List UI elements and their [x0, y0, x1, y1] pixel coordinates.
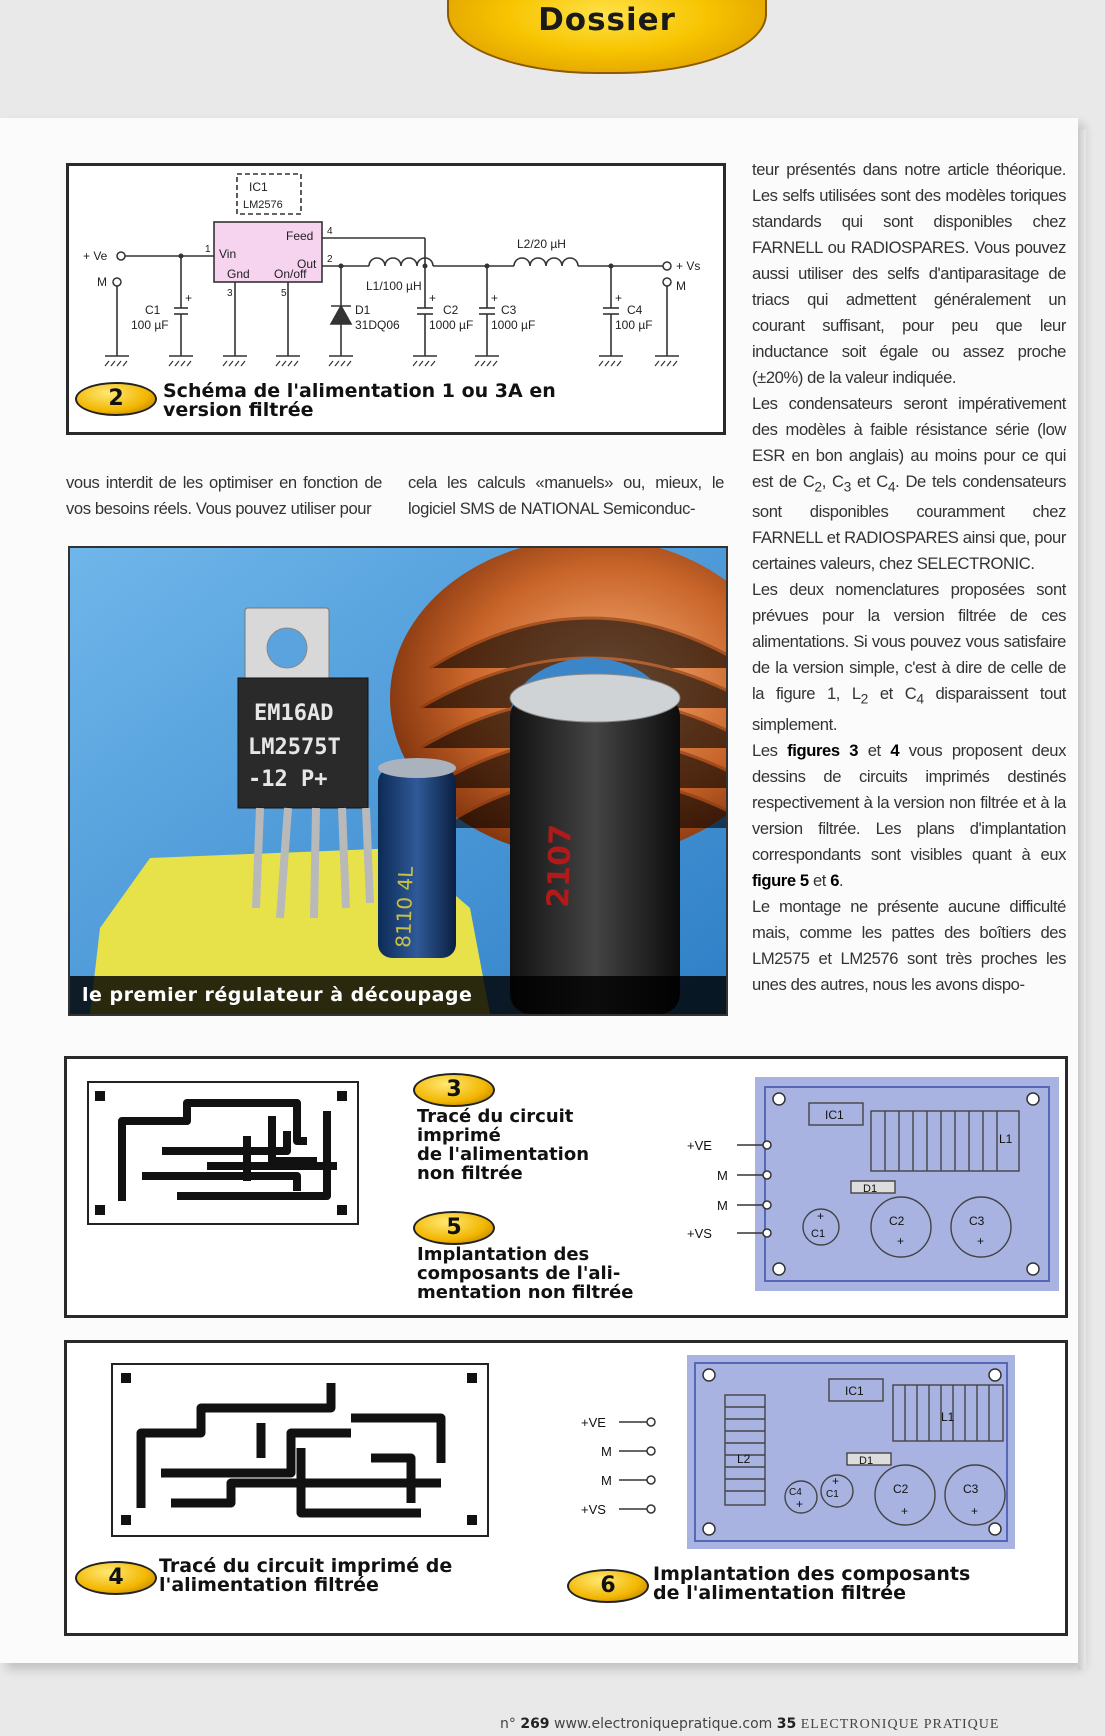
pin5-number: 5 — [281, 288, 287, 299]
c2-polarity: + — [429, 291, 437, 305]
figure5-caption-line1: Implantation des — [417, 1244, 590, 1265]
fig5-ve-label: +VE — [687, 1138, 712, 1153]
chip-marking-line1: EM16AD — [254, 701, 334, 726]
figure4-pcb-trace — [111, 1363, 489, 1537]
fig6-ve-label: +VE — [581, 1415, 606, 1430]
fig5-c3-plus: + — [977, 1234, 985, 1248]
figure3-caption — [417, 1107, 589, 1183]
l2-label: L2/20 µH — [517, 237, 566, 251]
fig6-c3-plus: + — [971, 1504, 979, 1518]
figure6-caption-line2: de l'alimentation filtrée — [653, 1582, 907, 1604]
c3-polarity: + — [491, 291, 499, 305]
figure5-caption — [417, 1245, 633, 1302]
c4-polarity: + — [615, 291, 623, 305]
fig6-c4-label: C4 — [789, 1487, 802, 1498]
figure5-implantation — [681, 1077, 1061, 1291]
right-para-5: Le montage ne présente aucune difficulté mais, comme les pattes des boîtiers des LM2575 et LM2576 sont très proches les unes des autres, nous les avons dispo- — [752, 896, 1066, 994]
fig6-m1-label: M — [601, 1444, 612, 1459]
d1-label: D1 — [355, 303, 371, 317]
fig5-d1-label: D1 — [863, 1183, 878, 1195]
output-plus-label: + Vs — [676, 259, 701, 273]
section-header-tab — [447, 0, 767, 74]
right-para-4: Les figures 3 et 4 vous proposent deux dessins de circuits imprimés destinés respectivement à la version non filtrée et à la version filtrée. Les plans d'implantation correspondants sont visibles quant à eux figure 5 et 6. — [752, 740, 1067, 890]
big-cap-marking: 2107 — [541, 823, 579, 909]
pin-feed-label: Feed — [286, 229, 314, 243]
figure3-5-box — [64, 1056, 1068, 1318]
figure3-caption-line4: non filtrée — [417, 1163, 523, 1184]
left-column-2 — [408, 470, 724, 522]
issue-prefix: n° — [500, 1716, 516, 1732]
figure3-pcb-trace — [87, 1081, 359, 1225]
output-m-label: M — [676, 279, 686, 293]
figure6-caption-line1: Implantation des composants — [653, 1563, 971, 1585]
pin-gnd-label: Gnd — [227, 267, 250, 281]
fig6-c4-plus: + — [796, 1497, 804, 1511]
fig5-c1-plus: + — [817, 1209, 825, 1223]
input-plus-label: + Ve — [83, 249, 108, 263]
regulator-photo-image — [70, 548, 726, 1014]
c2-value: 1000 µF — [429, 318, 474, 332]
fig5-m1-label: M — [717, 1168, 728, 1183]
right-para-3: Les deux nomenclatures proposées sont prévues pour la version filtrée de ces alimentations. Si vous pouvez vous satisfaire de la version simple, c'est à dire de celle de la figure 1, $L_2$ et $C_4$ disparaissent tout simplement. — [752, 580, 1066, 734]
pin-out-label: Out — [297, 257, 317, 271]
c3-label: C3 — [501, 303, 517, 317]
fig5-c2-label: C2 — [889, 1214, 905, 1228]
input-m-label: M — [97, 275, 107, 289]
figure4-badge: 4 — [75, 1561, 157, 1595]
fig6-c3-label: C3 — [963, 1482, 979, 1496]
l1-label: L1/100 µH — [366, 279, 422, 293]
fig6-l1-label: L1 — [941, 1410, 955, 1424]
figure4-6-box — [64, 1340, 1068, 1636]
fig5-vs-label: +VS — [687, 1226, 712, 1241]
figure5-caption-line2: composants de l'ali- — [417, 1263, 621, 1284]
left-column-1-text: vous interdit de les optimiser en fonction de vos besoins réels. Vous pouvez utiliser pour — [66, 473, 382, 518]
pin2-number: 2 — [327, 254, 333, 265]
fig5-m2-label: M — [717, 1198, 728, 1213]
fig6-ic1-label: IC1 — [845, 1384, 864, 1398]
c4-value: 100 µF — [615, 318, 653, 332]
pin1-number: 1 — [205, 244, 211, 255]
regulator-photo — [68, 546, 728, 1016]
figure6-caption — [653, 1565, 970, 1603]
right-column — [752, 157, 1066, 998]
c4-label: C4 — [627, 303, 643, 317]
figure3-caption-line2: imprimé — [417, 1125, 501, 1146]
fig6-d1-label: D1 — [859, 1455, 874, 1467]
website-link[interactable]: www.electroniquepratique.com — [554, 1716, 773, 1732]
pin4-number: 4 — [327, 226, 333, 237]
figure5-caption-line3: mentation non filtrée — [417, 1282, 634, 1303]
figure2-badge: 2 — [75, 382, 157, 416]
c1-value: 100 µF — [131, 318, 169, 332]
figure2-caption — [163, 382, 556, 420]
page-edge-shadow — [1078, 130, 1086, 1670]
fig6-c2-plus: + — [901, 1504, 909, 1518]
magazine-name: ELECTRONIQUE PRATIQUE — [800, 1717, 1000, 1732]
right-para-1: teur présentés dans notre article théorique. Les selfs utilisées sont des modèles toriques standards qui sont disponibles chez FARNELL ou RADIOSPARES. Vous pouvez aussi utiliser des selfs d'antiparasitage de triacs qui admettent généralement un courant suffisant, pour peu que leur inductance soit égale ou assez proche (±20%) de la valeur indiquée. — [752, 160, 1066, 387]
figure4-caption-line1: Tracé du circuit imprimé de — [159, 1555, 453, 1577]
small-cap-marking: 8110 4L — [391, 866, 418, 949]
fig5-ic1-label: IC1 — [825, 1108, 844, 1122]
chip-marking-line3: -12 P+ — [248, 767, 328, 792]
fig5-l1-label: L1 — [999, 1132, 1013, 1146]
photo-caption: le premier régulateur à découpage — [70, 976, 726, 1014]
figure3-badge: 3 — [413, 1073, 495, 1107]
pin-vin-label: Vin — [219, 247, 237, 261]
figure4-caption — [159, 1557, 452, 1595]
figure6-badge: 6 — [567, 1569, 649, 1603]
fig6-c1-plus: + — [832, 1474, 840, 1488]
figure2-caption-line2: version filtrée — [163, 399, 314, 421]
fig6-l2-label: L2 — [737, 1452, 751, 1466]
figure6-implantation — [575, 1355, 1015, 1549]
section-title: Dossier — [538, 2, 676, 38]
left-column-1 — [66, 470, 382, 522]
fig6-vs-label: +VS — [581, 1502, 606, 1517]
figure3-caption-line1: Tracé du circuit — [417, 1106, 574, 1127]
fig5-c2-plus: + — [897, 1234, 905, 1248]
ic1-part-label: LM2576 — [243, 199, 283, 211]
fig5-c1-label: C1 — [811, 1228, 826, 1240]
fig6-m2-label: M — [601, 1473, 612, 1488]
fig6-c2-label: C2 — [893, 1482, 909, 1496]
page-footer — [500, 1716, 999, 1733]
figure5-badge: 5 — [413, 1211, 495, 1245]
fig6-c1-label: C1 — [826, 1489, 839, 1500]
c3-value: 1000 µF — [491, 318, 536, 332]
d1-value: 31DQ06 — [355, 318, 400, 332]
figure2-box — [66, 163, 726, 435]
right-para-2: Les condensateurs seront impérativement des modèles à faible résistance série (low ESR en bon anglais) au moins pour ce qui est de $C_2$, $C_3$ et $C_4$. De tels condensateurs sont disponibles couramment chez FARNELL et RADIOSPARES ainsi que, pour certaines valeurs, chez SELECTRONIC. — [752, 394, 1066, 574]
pin3-number: 3 — [227, 288, 233, 299]
ic1-label: IC1 — [249, 180, 268, 194]
fig5-c3-label: C3 — [969, 1214, 985, 1228]
c1-polarity: + — [185, 291, 193, 305]
figure4-caption-line2: l'alimentation filtrée — [159, 1574, 379, 1596]
c1-label: C1 — [145, 303, 161, 317]
chip-marking-line2: LM2575T — [248, 735, 341, 760]
figure2-caption-line1: Schéma de l'alimentation 1 ou 3A en — [163, 380, 556, 402]
figure2-schematic — [69, 166, 723, 381]
pin-onoff-label: On/off — [274, 267, 307, 281]
figure3-caption-line3: de l'alimentation — [417, 1144, 590, 1165]
issue-number: 269 — [520, 1716, 550, 1732]
left-column-2-text: cela les calculs «manuels» ou, mieux, le logiciel SMS de NATIONAL Semiconduc- — [408, 473, 724, 518]
page-number: 35 — [776, 1716, 797, 1732]
c2-label: C2 — [443, 303, 459, 317]
